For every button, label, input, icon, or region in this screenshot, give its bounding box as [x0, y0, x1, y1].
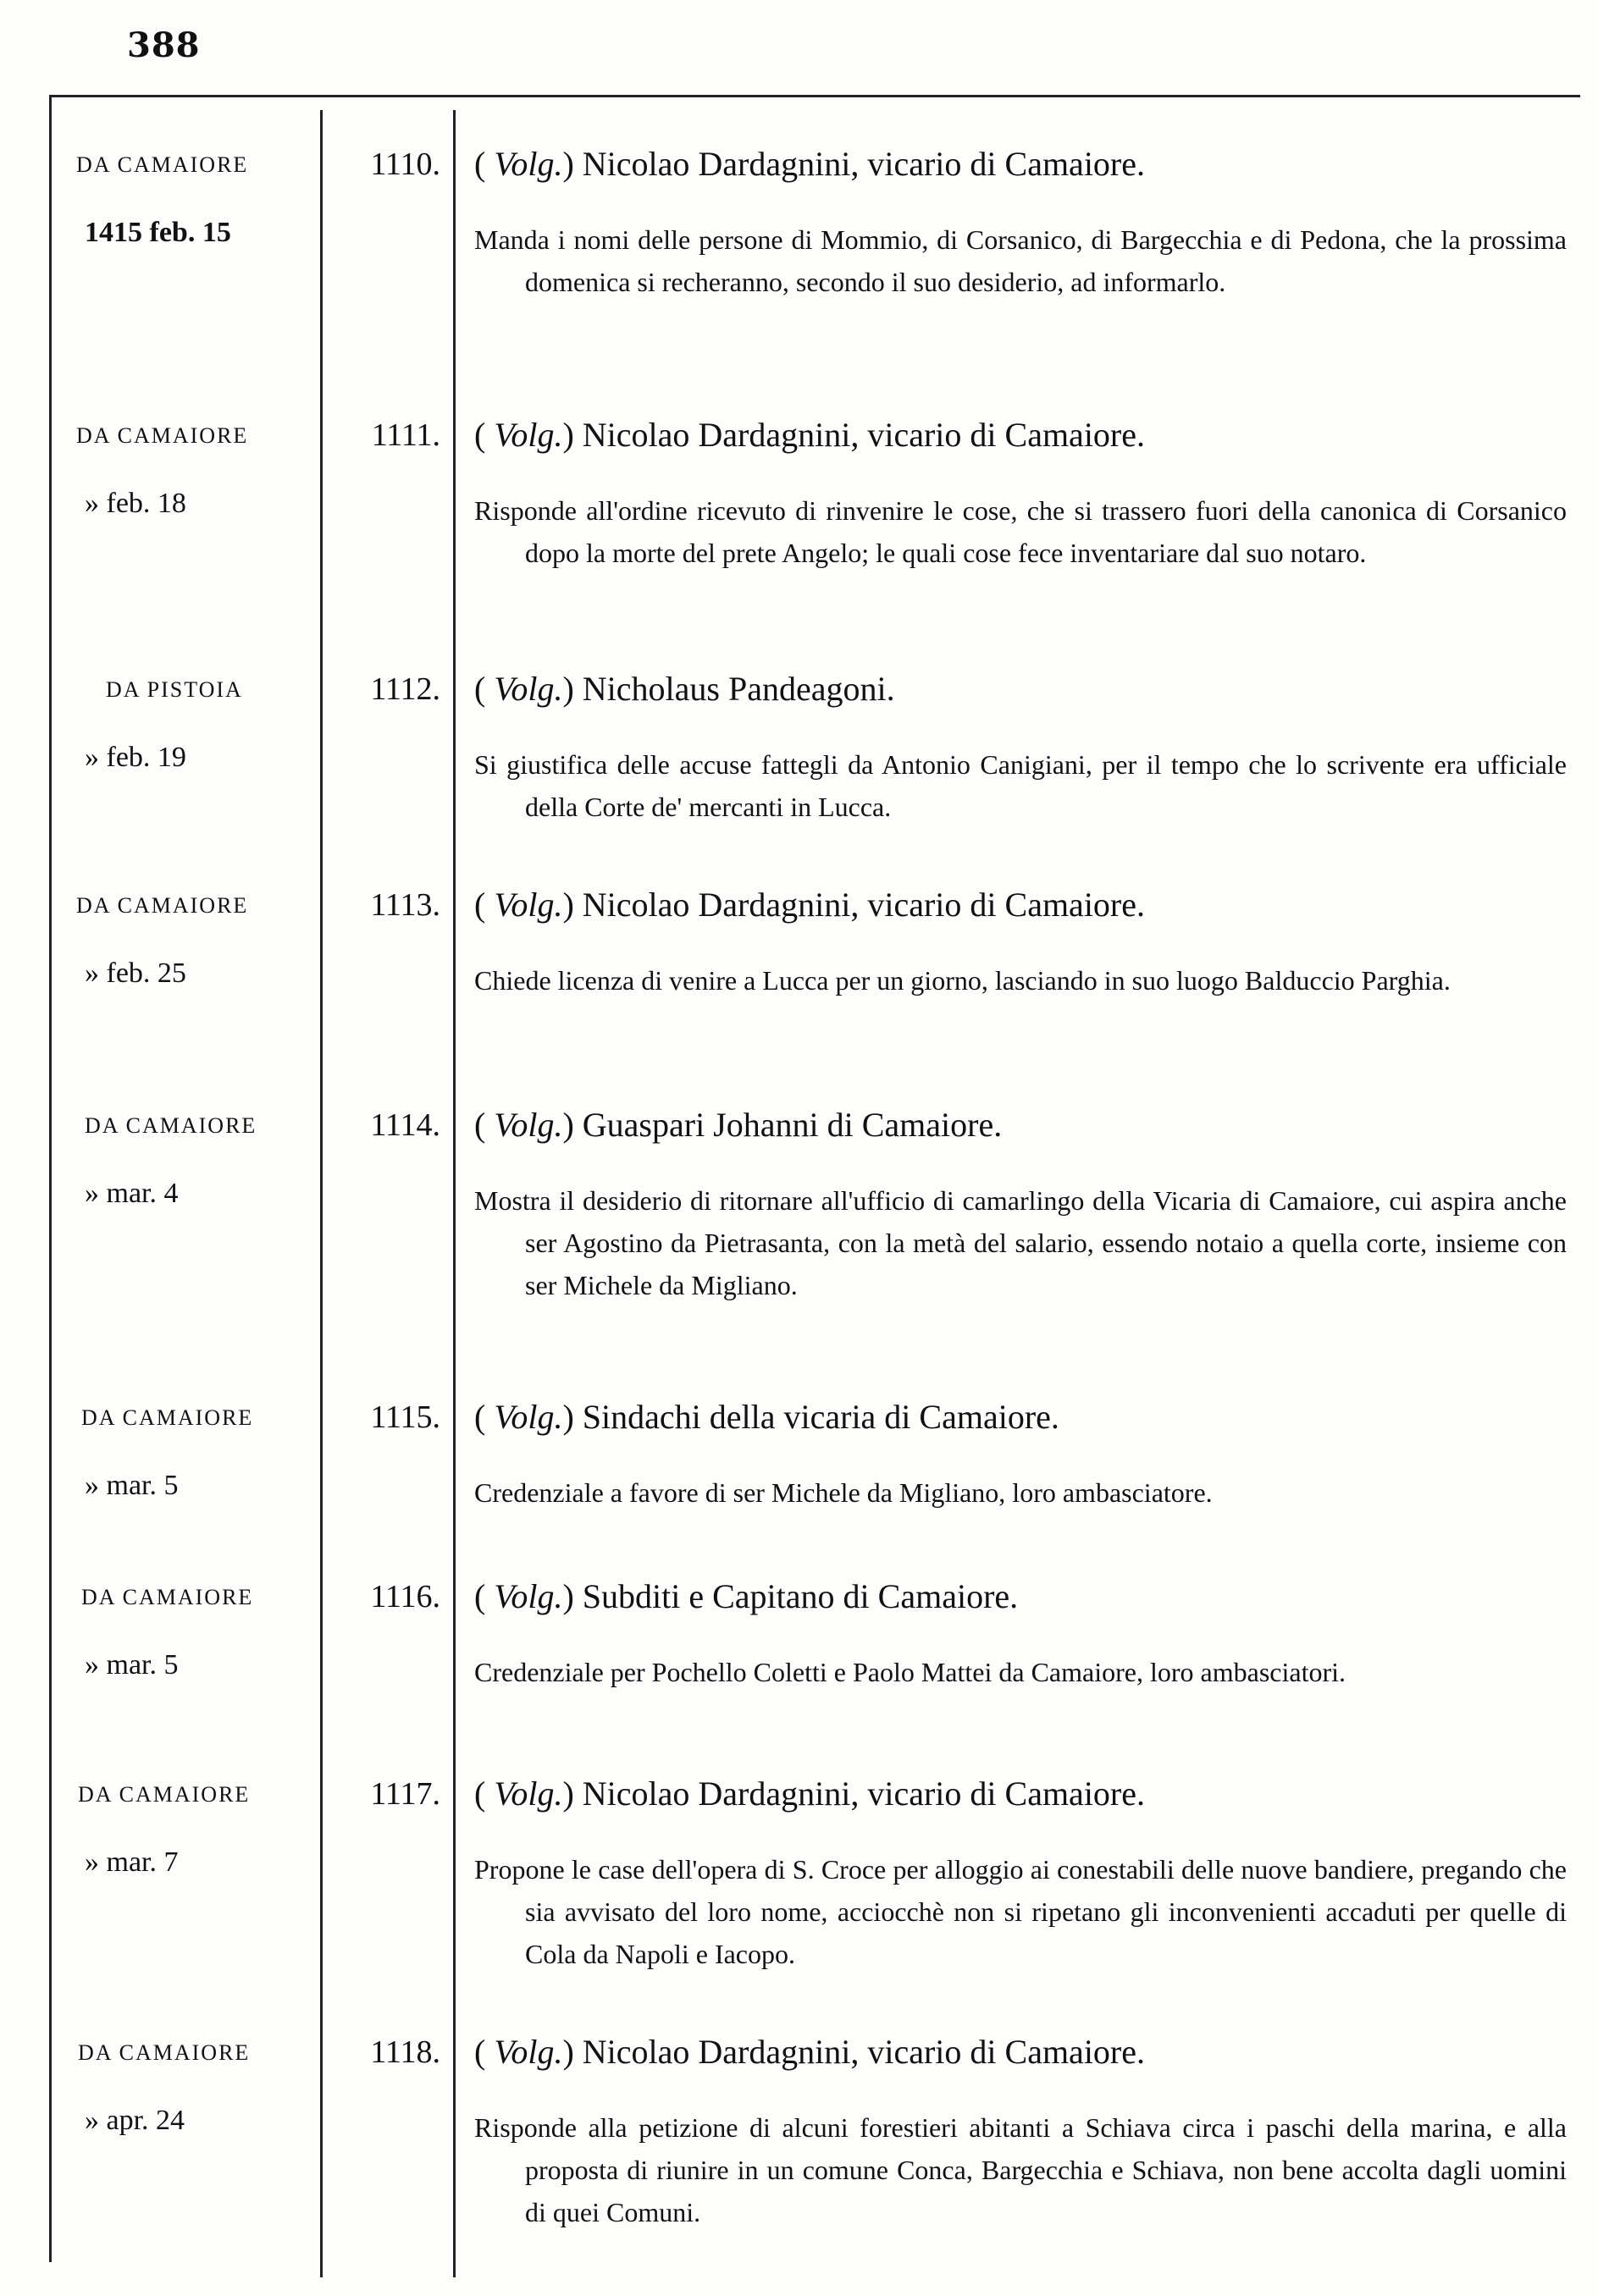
volg-label: Volg.: [494, 670, 563, 708]
entry-place: DA CAMAIORE: [78, 1782, 251, 1807]
volg-label: Volg.: [494, 416, 563, 454]
entry-place: DA CAMAIORE: [85, 1113, 257, 1138]
page-number: 388: [127, 25, 201, 65]
entry-number: 1111.: [371, 417, 440, 453]
entry-author: Nicholaus Pandeagoni.: [582, 670, 895, 708]
entry-text-content: Risponde all'ordine ricevuto di rinvenire le cose, che si trassero fuori della canonica di Corsanico dopo la morte del prete Angelo; le quali cose fece inventariare dal suo notaro.: [474, 495, 1567, 568]
entry-place: DA CAMAIORE: [81, 1585, 254, 1609]
entry-number: 1116.: [370, 1579, 440, 1614]
entry-text-content: Mostra il desiderio di ritornare all'ufficio di camarlingo della Vicaria di Camaiore, cui aspira anche ser Agostino da Pietrasanta, con la metà del salario, essendo notaio a quella corte, insieme con ser Michele da Migliano.: [474, 1185, 1567, 1300]
entry-heading: ( Volg.) Nicolao Dardagnini, vicario di Camaiore.: [474, 886, 1145, 924]
column-separator-place-number: [320, 110, 323, 2277]
entry-text: [474, 489, 1567, 574]
volg-label: Volg.: [494, 1774, 563, 1813]
entry-date: » mar. 7: [85, 1846, 179, 1878]
entry-text: [474, 1848, 1567, 1975]
entry-author: Subditi e Capitano di Camaiore.: [582, 1577, 1019, 1615]
volg-label: Volg.: [494, 1577, 563, 1615]
entry-date: » apr. 24: [85, 2105, 185, 2136]
entry-text: [474, 1179, 1567, 1306]
entry-author: Nicolao Dardagnini, vicario di Camaiore.: [582, 145, 1145, 183]
entry-heading: ( Volg.) Nicolao Dardagnini, vicario di Camaiore.: [474, 145, 1145, 183]
entry-number: 1117.: [370, 1776, 440, 1812]
volg-label: Volg.: [494, 145, 563, 183]
volg-label: Volg.: [494, 886, 563, 924]
entry-text-content: Risponde alla petizione di alcuni forestieri abitanti a Schiava circa i paschi della marina, e alla proposta di riunire in un comune Conca, Bargecchia e Schiava, non bene accolta dagli uomini di quei Comuni.: [474, 2112, 1567, 2227]
entry-date: » mar. 5: [85, 1470, 179, 1501]
entry-heading: ( Volg.) Sindachi della vicaria di Camaiore.: [474, 1398, 1059, 1436]
entry-text-content: Chiede licenza di venire a Lucca per un giorno, lasciando in suo luogo Balduccio Parghia.: [474, 965, 1451, 996]
entry-heading: ( Volg.) Nicolao Dardagnini, vicario di Camaiore.: [474, 416, 1145, 454]
entry-place: DA CAMAIORE: [81, 1405, 254, 1430]
entry-author: Nicolao Dardagnini, vicario di Camaiore.: [582, 2033, 1145, 2071]
entry-date: » feb. 25: [85, 958, 186, 989]
entry-text: [474, 218, 1567, 303]
entry-place: DA CAMAIORE: [76, 423, 249, 448]
left-rule: [49, 95, 52, 2262]
entry-text: [474, 743, 1567, 828]
entry-text: [474, 2106, 1567, 2233]
entry-heading: ( Volg.) Nicolao Dardagnini, vicario di Camaiore.: [474, 2033, 1145, 2071]
entry-heading: ( Volg.) Nicolao Dardagnini, vicario di Camaiore.: [474, 1774, 1145, 1813]
entry-author: Nicolao Dardagnini, vicario di Camaiore.: [582, 886, 1145, 924]
top-rule: [49, 95, 1580, 97]
entry-text: [474, 1651, 1567, 1693]
entry-date: » mar. 4: [85, 1178, 179, 1209]
column-separator-number-text: [453, 110, 456, 2277]
entry-date: 1415 feb. 15: [85, 217, 231, 248]
entry-author: Nicolao Dardagnini, vicario di Camaiore.: [582, 416, 1145, 454]
entry-place: DA CAMAIORE: [78, 2040, 251, 2065]
volg-label: Volg.: [494, 1398, 563, 1436]
volg-label: Volg.: [494, 2033, 563, 2071]
entry-text-content: Manda i nomi delle persone di Mommio, di Corsanico, di Bargecchia e di Pedona, che la prossima domenica si recheranno, secondo il suo desiderio, ad informarlo.: [474, 224, 1567, 297]
entry-number: 1118.: [370, 2034, 440, 2070]
entry-text-content: Credenziale a favore di ser Michele da Migliano, loro ambasciatore.: [474, 1477, 1213, 1508]
entry-place: DA PISTOIA: [106, 677, 243, 702]
entry-number: 1114.: [370, 1107, 440, 1143]
entry-author: Sindachi della vicaria di Camaiore.: [582, 1398, 1059, 1436]
entry-heading: ( Volg.) Nicholaus Pandeagoni.: [474, 670, 895, 708]
entry-author: Nicolao Dardagnini, vicario di Camaiore.: [582, 1774, 1145, 1813]
entry-text-content: Credenziale per Pochello Coletti e Paolo Mattei da Camaiore, loro ambasciatori.: [474, 1657, 1346, 1687]
entry-date: » feb. 18: [85, 488, 186, 519]
entry-date: » mar. 5: [85, 1649, 179, 1681]
entry-number: 1112.: [370, 671, 440, 707]
entry-text-content: Si giustifica delle accuse fattegli da Antonio Canigiani, per il tempo che lo scrivente era ufficiale della Corte de' mercanti in Lucca.: [474, 749, 1567, 822]
entry-number: 1110.: [370, 146, 440, 182]
entry-date: » feb. 19: [85, 742, 186, 773]
entry-text: [474, 1471, 1567, 1514]
entry-heading: ( Volg.) Guaspari Johanni di Camaiore.: [474, 1106, 1003, 1144]
entry-heading: ( Volg.) Subditi e Capitano di Camaiore.: [474, 1577, 1019, 1615]
entry-number: 1115.: [370, 1399, 440, 1435]
entry-text: [474, 959, 1567, 1002]
entry-place: DA CAMAIORE: [76, 152, 249, 177]
volg-label: Volg.: [494, 1106, 563, 1144]
entry-place: DA CAMAIORE: [76, 893, 249, 918]
entry-text-content: Propone le case dell'opera di S. Croce per alloggio ai conestabili delle nuove bandiere, pregando che sia avvisato del loro nome, acciocchè non si ripetano gli inconvenienti accaduti per quelle di Cola da Napoli e Iacopo.: [474, 1854, 1567, 1969]
entry-author: Guaspari Johanni di Camaiore.: [582, 1106, 1003, 1144]
entry-number: 1113.: [370, 887, 440, 923]
